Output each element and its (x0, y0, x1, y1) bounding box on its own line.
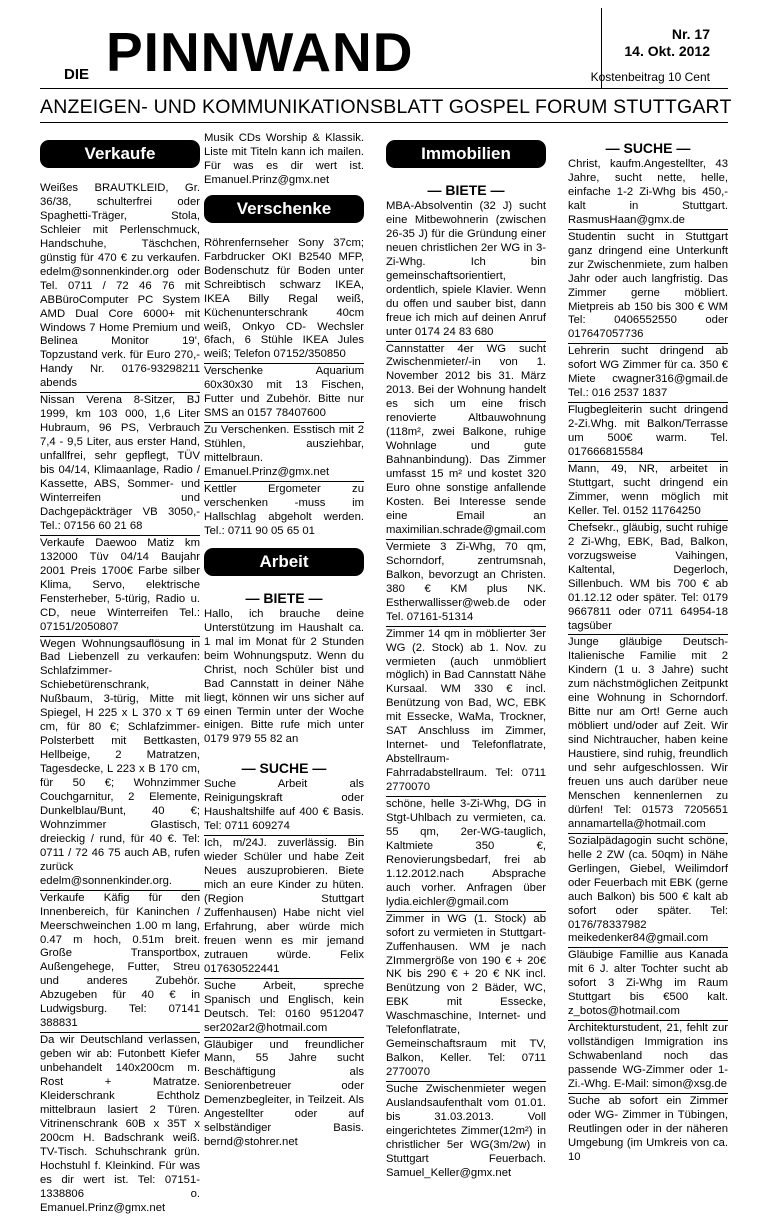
classified-ad (568, 835, 728, 949)
ad-text: Verkaufe Daewoo Matiz km 132000 Tüv 04/14 Baujahr 2001 Preis 1700€ Farbe silber Klima, Servo, elektrische Fensterheber, 5-türig, Radio u. CD, neue Winterreifen Tel.: 07151/2050807 (40, 536, 200, 633)
masthead-title: PINNWAND (106, 21, 414, 83)
ad-text: Nissan Verena 8-Sitzer, BJ 1999, km 103 000, 1,6 Liter Hubraum, 96 PS, Verbrauch 7,4 - 9,5 Liter, aus erster Hand, unfallfrei, sehr gepflegt, TÜV bis 04/14, Klimaanlage, Radio / Kassette, ABS, Sommer- und Winterreifen und Dachgepäckträger VB 3050,- Tel.: 07156 60 21 68 (40, 394, 200, 532)
ad-text: Zimmer in WG (1. Stock) ab sofort zu vermieten in Stuttgart-Zuffenhausen. WM je nach ZImmergröße von 190 € + 20€ NK bis 290 € + 20 € NK incl. Benützung von 2 Bäder, WC, EBK mit Essecke, Waschmaschine, Internet- und Telefonflatrate, Gemeinschaftsraum mit TV, Balkon, Keller. Tel: 0711 2770070 (386, 912, 546, 1079)
classified-ad (204, 132, 364, 189)
classified-ad (568, 345, 728, 403)
classified-ad (568, 404, 728, 462)
classified-ad (40, 892, 200, 1034)
classified-ad (204, 778, 364, 836)
ad-text: Mann, 49, NR, arbeitet in Stuttgart, sucht dringend ein Zimmer, wenn möglich mit Keller. Tel. 0152 11764250 (568, 463, 728, 517)
classified-ad (204, 483, 364, 540)
section-header-immobilien: Immobilien (386, 140, 546, 168)
classified-ad (204, 980, 364, 1038)
classified-ad (204, 1039, 364, 1152)
issue-date: 14. Okt. 2012 (624, 43, 710, 59)
ads-verkaufe-continued (204, 132, 364, 189)
ad-text: Da wir Deutschland verlassen, geben wir ab: Futonbett Kiefer unbehandelt 140x200cm m. Rost + Matratze. Kleiderschrank Echtholz mittelbraun lasiert 2 Türen. Vitrinenschrank 60B x 35T x 200cm H. Badschrank weiß. TV-Tisch. Schuhschrank grün. Hochstuhl f. Kleinkind. Für was es dir wert ist. Tel: 07151-1338806 o. Emanuel.Prinz@gmx.net (40, 1034, 200, 1214)
issue-number: Nr. 17 (671, 26, 710, 42)
classified-ad (386, 913, 546, 1082)
masthead-subtitle: ANZEIGEN- UND KOMMUNIKATIONSBLATT GOSPEL FORUM STUTTGART (40, 96, 732, 118)
ad-text: Zimmer 14 qm in möblierter 3er WG (2. Stock) ab 1. Nov. zu vermieten (auch unmöbliert möglich) in Bad Cannstatt Nähe Kursaal. WM 330 € incl. Benützung von Bad, WC, EBK mit Essecke, WaMa, Trockner, SAT Anschluss im Zimmer, Internet- und Telefonflatrate, Abstellraum-Fahrradabstellraum. Tel: 0711 2770070 (386, 627, 546, 794)
ads-arbeit-suche (204, 778, 364, 1151)
masthead-die: DIE (64, 66, 90, 83)
ad-text: Ich, m/24J. zuverlässig. Bin wieder Schüler und habe Zeit Neues auszuprobieren. Biete mich an eure Kinder zu hüten. (Region Stuttgart Zuffenhausen) Habe nicht viel Erfahrung, aber würde mich freuen wenn es mir jemand zutrauen würde. Felix 017630522441 (204, 837, 364, 975)
ad-text: Lehrerin sucht dringend ab sofort WG Zimmer für ca. 350 € Miete cwagner316@gmail.de Tel.: 016 2537 1837 (568, 345, 728, 400)
column-4 (568, 128, 728, 1167)
ads-verkaufe (40, 182, 200, 1217)
ad-text: Chefsekr., gläubig, sucht ruhige 2 Zi-Whg, EBK, Bad, Balkon, vorzugsweise Vaihingen, Kaltental, Degerloch, Sillenbuch. WM bis 700 € ab 01.12.12 oder später. Tel: 0179 9667811 oder 0711 64954-18 tagsüber (568, 521, 728, 632)
ad-text: Suche Zwischenmieter wegen Auslandsaufenthalt vom 01.01. bis 31.03.2013. Voll eingerichtetes Zimmer(12m²) in christlicher 5er WG(3m/2w) in Stuttgart Feuerbach. Samuel_Keller@gmx.net (386, 1083, 546, 1179)
classified-ad (386, 200, 546, 342)
ad-text: Verkaufe Käfig für den Innenbereich, für Kaninchen / Meerschweinchen 1.00 m lang, 0.47 m hoch, 0.51m breit. Große Transportbox, Außengehege, Futter, Streu und anderes Zubehör. Abzugeben für 40 € in Ludwigsburg. Tel: 07141 388831 (40, 891, 200, 1030)
classified-ad (386, 628, 546, 797)
classified-ad (386, 541, 546, 627)
immobilien-biete-label: — BIETE — (427, 182, 505, 198)
classified-ad (568, 158, 728, 230)
classified-ad (40, 394, 200, 536)
arbeit-suche-label: — SUCHE — (241, 760, 327, 777)
classified-ad (204, 365, 364, 423)
ad-text: Verschenke Aquarium 60x30x30 mit 13 Fischen, Futter und Zubehör. Bitte nur SMS an 0157 78407600 (204, 365, 364, 420)
column-1 (40, 128, 200, 1218)
classified-ad (386, 798, 546, 912)
classified-ad (40, 537, 200, 637)
ads-verschenke (204, 237, 364, 540)
ads-immobilien-suche (568, 158, 728, 1166)
column-3 (386, 128, 546, 1183)
section-header-verkaufe: Verkaufe (40, 140, 200, 168)
ad-text: MBA-Absolventin (32 J) sucht eine Mitbewohnerin (zwischen 26-35 J) für die Gründung einer neuen christlichen 2er WG in 3-Zi-Whg. Ich bin gemeinschaftsorientiert, ordentlich, spiele Klavier. Wenn du offen und sauber bist, dann freue ich mich auf deinen Anruf unter 0174 24 83 680 (386, 200, 546, 338)
ad-text: Kettler Ergometer zu verschenken -muss im Hallschlag abgeholt werden. Tel.: 0711 90 05 65 01 (204, 483, 364, 537)
classified-ad (568, 1022, 728, 1094)
ad-text: Flugbegleiterin sucht dringend 2-Zi.Whg. mit Balkon/Terrasse um 500€ warm. Tel. 017666815584 (568, 404, 728, 459)
ad-text: Christ, kaufm.Angestellter, 43 Jahre, sucht nette, helle, einfache 1-2 Zi-Whg bis 450,- kalt in Stuttgart. RasmusHaan@gmx.de (568, 158, 728, 226)
classified-ad (386, 343, 546, 540)
rule-top (40, 88, 728, 89)
ads-arbeit-biete (204, 608, 364, 749)
classified-ad (568, 463, 728, 521)
classified-ad (568, 522, 728, 636)
classified-ad (204, 837, 364, 979)
classified-ad (204, 237, 364, 365)
ad-text: Cannstatter 4er WG sucht Zwischenmieter/-in von 1. November 2012 bis 31. März 2013. Bei der Wohnung handelt es sich um eine frisch renovierte Altbauwohnung (118m², zwei Balkone, ruhige Wohnlage und gute Bahnanbindung). Das Zimmer umfasst 15 m² und kostet 320 Euro ohne sonstige anfallende Kosten. Bei Interesse sende eine Email an maximilian.schrade@gmail.com (386, 342, 546, 536)
ad-text: Suche Arbeit, spreche Spanisch und Englisch, kein Deutsch. Tel: 0160 9512047 ser202ar2@hotmail.com (204, 979, 364, 1034)
classified-ad (40, 638, 200, 891)
classified-ad (40, 182, 200, 393)
masthead-issue (624, 26, 710, 60)
ad-text: schöne, helle 3-Zi-Whg, DG in Stgt-Uhlbach zu vermieten, ca. 55 qm, 2er-WG-tauglich, Kaltmiete 350 €, Renovierungsbedarf, frei ab 1.12.2012.nach Absprache auch vorher. Anfragen über lydia.eichler@gmail.com (386, 798, 546, 908)
arbeit-biete-label: — BIETE — (245, 589, 323, 606)
section-header-arbeit: Arbeit (204, 548, 364, 576)
column-2 (204, 128, 364, 1152)
classified-ad (568, 231, 728, 345)
masthead (0, 0, 768, 140)
ad-text: Gläubige Famillie aus Kanada mit 6 J. alter Tochter sucht ab sofort 3 Zi-Whg im Raum Stuttgart bis €500 kalt. z_botos@hotmail.com (568, 949, 728, 1018)
ad-text: Zu Verschenken. Esstisch mit 2 Stühlen, ausziehbar, mittelbraun. Emanuel.Prinz@gmx.net (204, 424, 364, 479)
classified-ad (40, 1034, 200, 1216)
ad-text: Junge gläubige Deutsch-Italienische Familie mit 2 Kindern (1 u. 3 Jahre) sucht zum nächstmöglichen Zeitpunkt eine Wohnung in Schorndorf. Bitte nur am Ort! Gerne auch möbliert und/oder auf Zeit. Wir sind Nichtraucher, haben keine Haustiere, sind ruhig, freundlich und sehr aufgeschlossen. Wir freuen uns auch darüber neue Menschen kennenlernen zu dürfen! Tel: 01573 7205651 annamartella@hotmail.com (568, 636, 728, 830)
ad-text: Weißes BRAUTKLEID, Gr. 36/38, schulterfrei oder Spaghetti-Träger, Stola, Schleier mit Perlenschmuck, Handschuhe, Täschchen, günstig für 470 € zu verkaufen. edelm@sonnenkinder.org oder Tel. 0711 / 72 46 76 mit ABBüroComputer PC System AMD Dual Core 6000+ mit Windows 7 Home Premium und Belinea Monitor 19', Topzustand verk. für Euro 270,- Handy Nr. 0176-93298211 abends (40, 182, 200, 390)
classified-ad (568, 1095, 728, 1166)
classified-ad (204, 608, 364, 749)
ad-text: Sozialpädagogin sucht schöne, helle 2 ZW (ca. 50qm) in Nähe Gerlingen, Giebel, Weilimdorf oder Feuerbach mit EBK (gerne auch Balkon) bis 500 € kalt ab sofort oder später. Tel: 0176/78337982 meikedenker84@gmail.com (568, 834, 728, 945)
ad-text: Suche ab sofort ein Zimmer oder WG- Zimmer in Tübingen, Reutlingen oder in der näheren Umgebung (im Umkreis von ca. 10 (568, 1094, 728, 1163)
ad-text: Musik CDs Worship & Klassik. Liste mit Titeln kann ich mailen. Für was es dir wert ist. Emanuel.Prinz@gmx.net (204, 132, 364, 186)
ad-text: Vermiete 3 Zi-Whg, 70 qm, Schorndorf, zentrumsnah, Balkon, bevorzugt an Christen. 380 € KM plus NK. Estherwallisser@web.de oder Tel. 07161-51314 (386, 540, 546, 623)
ad-text: Suche Arbeit als Reinigungskraft oder Haushaltshilfe auf 400 € Basis. Tel: 0711 609274 (204, 778, 364, 833)
classified-ad (568, 636, 728, 833)
ad-text: Wegen Wohnungsauflösung in Bad Liebenzell zu verkaufen: Schlafzimmer-Schiebetürenschrank, Nußbaum, 3-türig, Mitte mit Spiegel, H 225 x L 370 x T 69 cm, für 80 €; Schlafzimmer-Polsterbett mit Bettkasten, Hellbeige, 2 Matratzen, Tagesdecke, L 223 x B 170 cm, für 50 €; Wohnzimmer Couchgarnitur, 2 Elemente, Dunkelblau/Bunt, 40 €; Wohnzimmer Glastisch, dreieckig / rund, für 40 €. Tel: 0711 / 72 46 75 auch AB, rufen zurück edelm@sonnenkinder.org. (40, 637, 200, 887)
ad-text: Architekturstudent, 21, fehlt zur vollständigen Immigration ins Schwabenland noch das passende WG-Zimmer oder 1-Zi.-Whg. E-Mail: simon@xsg.de (568, 1022, 728, 1090)
classified-ad (386, 1083, 546, 1182)
classified-ad (568, 949, 728, 1021)
price: Kostenbeitrag 10 Cent (590, 70, 710, 84)
ad-text: Studentin sucht in Stuttgart ganz dringend eine Unterkunft zur Zwischenmiete, zum halben Jahr oder auch langfristig. Das Zimmer gerne möbliert. Mietpreis ab 150 bis 300 € WM Tel: 0406552550 oder 017647057736 (568, 230, 728, 341)
section-header-verschenke: Verschenke (204, 195, 364, 223)
immobilien-suche-label: — SUCHE — (605, 140, 691, 156)
ad-text: Hallo, ich brauche deine Unterstützung im Haushalt ca. 1 mal im Monat für 2 Stunden beim Wohnungsputz. Wenn du Christ, noch Schüler bist und Bad Cannstatt in deiner Nähe liegt, können wir uns sicher auf einen Termin unter der Woche einigen. Bitte rufe mich unter 0179 979 55 82 an (204, 607, 364, 746)
ad-text: Gläubiger und freundlicher Mann, 55 Jahre sucht Beschäftigung als Seniorenbetreuer oder Demenzbegleiter, in Teilzeit. Als Angestellter oder auf selbständiger Basis. bernd@stohrer.net (204, 1038, 364, 1149)
classified-ad (204, 424, 364, 482)
rule-bottom (40, 122, 728, 123)
ad-text: Röhrenfernseher Sony 37cm; Farbdrucker OKI B2540 MFP, Bodenschutz für Boden unter Schreibtisch schwarz IKEA, IKEA Billy Regal weiß, Küchenunterschrank 40cm weiß, Onkyo CD- Wechsler 6fach, 6 Stühle IKEA Jules weiß; Telefon 07152/350850 (204, 236, 364, 361)
ads-immobilien-biete (386, 200, 546, 1182)
